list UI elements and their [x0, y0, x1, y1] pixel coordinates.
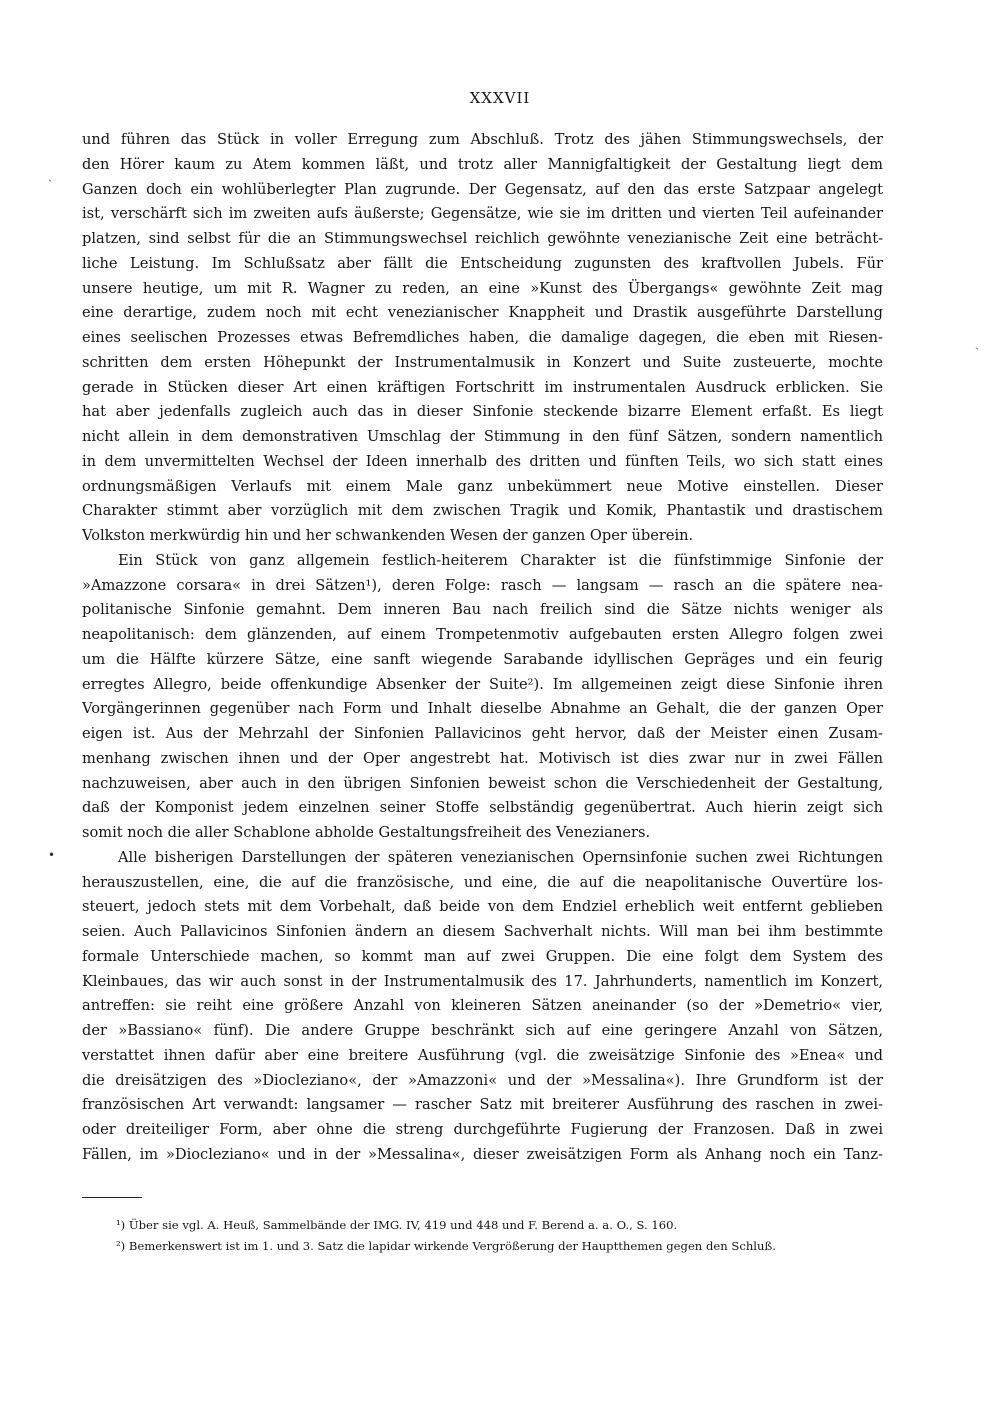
text-line: gerade in Stücken dieser Art einen kräftigen Fortschritt im instrumentalen Ausdruck erblicken. Sie — [82, 378, 883, 396]
text-line: Fällen, im »Diocleziano« und in der »Messalina«, dieser zweisätzigen Form als Anhang noch ein Tanz- — [82, 1145, 883, 1163]
text-line: daß der Komponist jedem einzelnen seiner Stoffe selbständig gegenübertrat. Auch hierin zeigt sich — [82, 799, 883, 817]
text-line: oder dreiteiliger Form, aber ohne die streng durchgeführte Fugierung der Franzosen. Daß in zwei — [82, 1121, 883, 1138]
text-line: neapolitanisch: dem glänzenden, auf einem Trompetenmotiv aufgebauten ersten Allegro folgen zwei — [82, 626, 883, 643]
text-line: ist, verschärft sich im zweiten aufs äußerste; Gegensätze, wie sie im dritten und vierten Teil aufeinander — [82, 205, 883, 223]
text-line: somit noch die aller Schablone abholde Gestaltungsfreiheit des Venezianers. — [82, 824, 651, 841]
text-line: formale Unterschiede machen, so kommt man auf zwei Gruppen. Die eine folgt dem System des — [82, 947, 883, 965]
footnote: ¹) Über sie vgl. A. Heuß, Sammelbände der IMG. IV, 419 und 448 und F. Berend a. a. O., S. 160. — [116, 1218, 678, 1232]
text-line: Kleinbaues, das wir auch sonst in der Instrumentalmusik des 17. Jahrhunderts, namentlich im Konzert, — [82, 972, 883, 990]
text-line: die dreisätzigen des »Diocleziano«, der »Amazzoni« und der »Messalina«). Ihre Grundform ist der — [82, 1071, 883, 1089]
text-line: Alle bisherigen Darstellungen der späteren venezianischen Opernsinfonie suchen zwei Richtungen — [118, 848, 883, 866]
text-line: Ein Stück von ganz allgemein festlich-heiterem Charakter ist die fünfstimmige Sinfonie der — [118, 551, 883, 569]
text-line: menhang zwischen ihnen und der Oper angestrebt hat. Motivisch ist dies zwar nur in zwei Fällen — [82, 749, 883, 767]
page-number: XXXVII — [469, 89, 531, 107]
text-line: platzen, sind selbst für die an Stimmungswechsel reichlich gewöhnte venezianische Zeit eine beträcht- — [82, 230, 883, 247]
text-line: und führen das Stück in voller Erregung zum Abschluß. Trotz des jähen Stimmungswechsels, der — [82, 131, 883, 148]
text-line: Vorgängerinnen gegenüber nach Form und Inhalt dieselbe Abnahme an Gehalt, die der ganzen Oper — [82, 700, 883, 718]
text-line: ordnungsmäßigen Verlaufs mit einem Male ganz unbekümmert neue Motive einstellen. Dieser — [82, 477, 883, 495]
text-line: verstattet ihnen dafür aber eine breitere Ausführung (vgl. die zweisätzige Sinfonie des »Enea« und — [82, 1046, 883, 1064]
text-line: Charakter stimmt aber vorzüglich mit dem zwischen Tragik und Komik, Phantastik und drastischem — [82, 502, 883, 520]
text-line: nicht allein in dem demonstrativen Umschlag der Stimmung in den fünf Sätzen, sondern namentlich — [82, 428, 883, 445]
text-line: französischen Art verwandt: langsamer — rascher Satz mit breiterer Ausführung des raschen in zwei- — [82, 1096, 883, 1114]
margin-speck: • — [48, 848, 56, 862]
text-line: herauszustellen, eine, die auf die französische, und eine, die auf die neapolitanische Ouvertüre los- — [82, 873, 883, 891]
text-line: unsere heutige, um mit R. Wagner zu reden, an eine »Kunst des Übergangs« gewöhnte Zeit mag — [82, 279, 883, 297]
text-line: politanische Sinfonie gemahnt. Dem inneren Bau nach freilich sind die Sätze nichts weniger als — [82, 601, 883, 619]
margin-speck: ˏ — [975, 336, 979, 350]
text-line: in dem unvermittelten Wechsel der Ideen innerhalb des dritten und fünften Teils, wo sich statt eines — [82, 452, 883, 470]
text-line: nachzuweisen, aber auch in den übrigen Sinfonien beweist schon die Verschiedenheit der Gestaltung, — [82, 774, 883, 792]
text-line: eines seelischen Prozesses etwas Befremdliches haben, die damalige dagegen, die eben mit Riesen- — [82, 329, 883, 346]
text-line: eigen ist. Aus der Mehrzahl der Sinfonien Pallavicinos geht hervor, daß der Meister einen Zusam- — [82, 725, 883, 742]
text-line: antreffen: sie reiht eine größere Anzahl von kleineren Sätzen aneinander (so der »Demetrio« vier, — [82, 997, 883, 1015]
text-line: seien. Auch Pallavicinos Sinfonien ändern an diesem Sachverhalt nichts. Will man bei ihm bestimmte — [82, 923, 883, 940]
text-line: der »Bassiano« fünf). Die andere Gruppe beschränkt sich auf eine geringere Anzahl von Sätzen, — [82, 1022, 883, 1039]
text-line: schritten dem ersten Höhepunkt der Instrumentalmusik in Konzert und Suite zusteuerte, mochte — [82, 353, 883, 371]
text-line: »Amazzone corsara« in drei Sätzen¹), deren Folge: rasch — langsam — rasch an die spätere nea- — [82, 576, 883, 594]
text-line: Volkston merkwürdig hin und her schwankenden Wesen der ganzen Oper überein. — [82, 527, 694, 544]
text-line: um die Hälfte kürzere Sätze, eine sanft wiegende Sarabande idyllischen Gepräges und ein feurig — [82, 650, 883, 668]
text-line: steuert, jedoch stets mit dem Vorbehalt, daß beide von dem Endziel erheblich weit entfernt geblieben — [82, 898, 883, 916]
text-line: liche Leistung. Im Schlußsatz aber fällt die Entscheidung zugunsten des kraftvollen Jubels. Für — [82, 254, 883, 272]
body-text — [82, 128, 883, 1168]
text-line: hat aber jedenfalls zugleich auch das in dieser Sinfonie steckende bizarre Element erfaßt. Es liegt — [82, 403, 883, 421]
text-line: erregtes Allegro, beide offenkundige Absenker der Suite²). Im allgemeinen zeigt diese Sinfonie ihren — [82, 675, 883, 693]
margin-speck: ˏ — [48, 168, 52, 182]
text-line: eine derartige, zudem noch mit echt venezianischer Knappheit und Drastik ausgeführte Darstellung — [82, 304, 883, 322]
text-line: Ganzen doch ein wohlüberlegter Plan zugrunde. Der Gegensatz, auf den das erste Satzpaar angelegt — [82, 180, 883, 198]
footnotes — [116, 1215, 886, 1257]
text-line: den Hörer kaum zu Atem kommen läßt, und trotz aller Mannigfaltigkeit der Gestaltung liegt dem — [82, 155, 883, 173]
footnote-rule — [82, 1197, 142, 1198]
footnote: ²) Bemerkenswert ist im 1. und 3. Satz die lapidar wirkende Vergrößerung der Hauptthemen gegen den Schluß. — [116, 1239, 776, 1253]
